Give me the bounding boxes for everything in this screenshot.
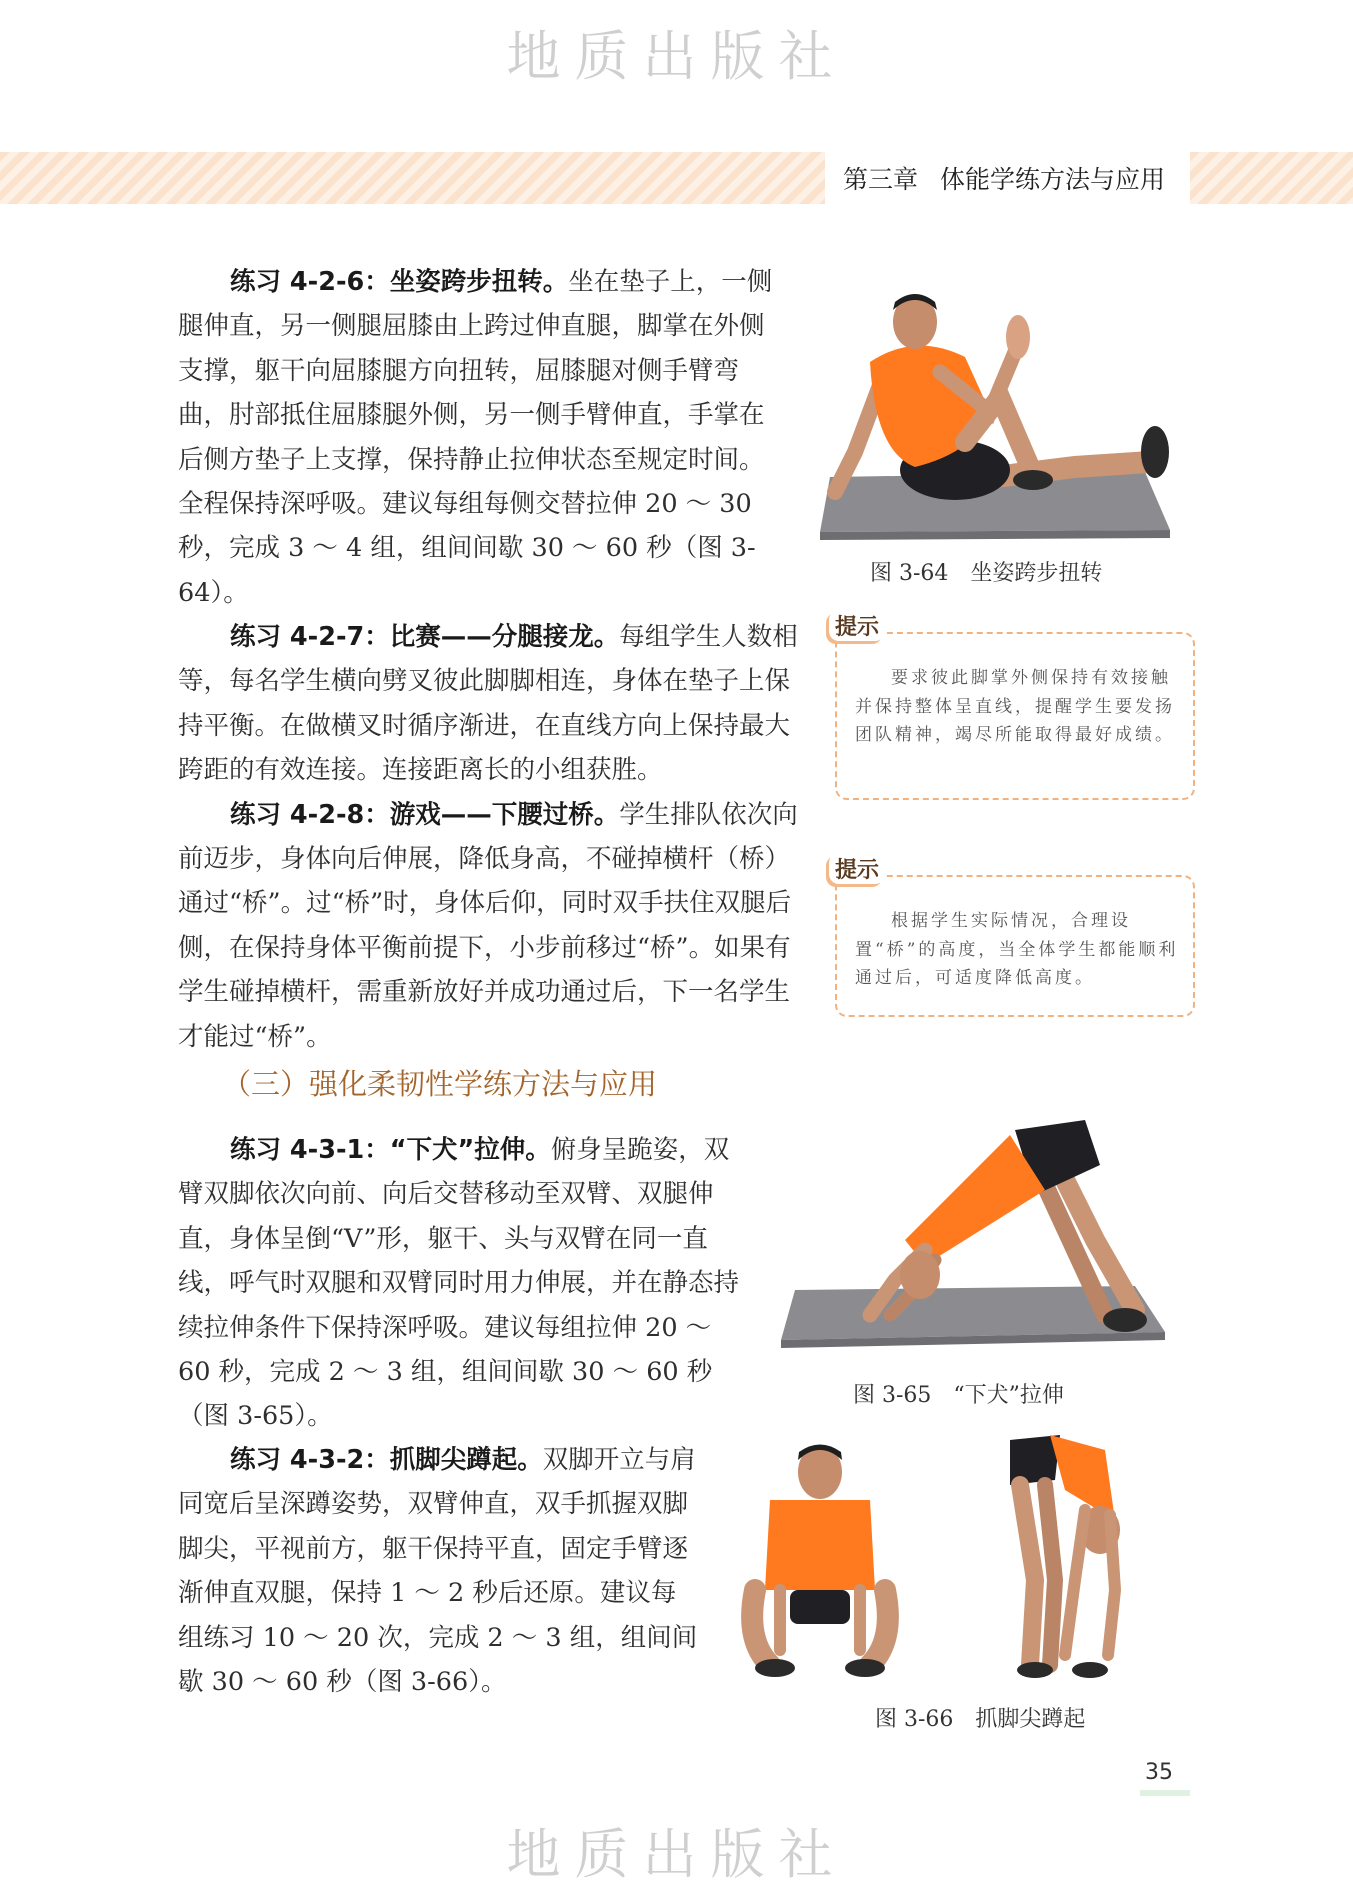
exercise-4-2-7 (178, 615, 798, 793)
page-number-bar (1140, 1790, 1190, 1796)
header-stripe-right (1190, 152, 1353, 204)
exercise-text: 每组学生人数相等，每名学生横向劈叉彼此脚脚相连，身体在垫子上保持平衡。在做横叉时循序渐进，在直线方向上保持最大跨距的有效连接。连接距离长的小组获胜。 (178, 622, 798, 786)
exercise-text: 双脚开立与肩同宽后呈深蹲姿势，双臂伸直，双手抓握双脚脚尖，平视前方，躯干保持平直，固定手臂逐渐伸直双腿，保持 1 ～ 2 秒后还原。建议每组练习 10 ～ 20 次，完成 2 ～ 3 组，组间间歇 30 ～ 60 秒（图 3-66）。 (178, 1445, 698, 1698)
tip-box-2 (835, 858, 1195, 1017)
chapter-number: 第三章 (843, 165, 919, 194)
exercise-text: 俯身呈跪姿，双臂双脚依次向前、向后交替移动至双臂、双腿伸直，身体呈倒“V”形，躯干、头与双臂在同一直线，呼气时双腿和双臂同时用力伸展，并在静态持续拉伸条件下保持深呼吸。建议每组拉伸 20 ～ 60 秒，完成 2 ～ 3 组，组间间歇 30 ～ 60 秒（图 3-65）。 (178, 1135, 740, 1432)
watermark-bottom: 地质出版社 (506, 1823, 847, 1886)
watermark-top: 地质出版社 (506, 25, 847, 88)
exercise-text: 学生排队依次向前迈步，身体向后伸展，降低身高，不碰掉横杆（桥）通过“桥”。过“桥”时，身体后仰，同时双手扶住双腿后侧，在保持身体平衡前提下，小步前移过“桥”。如果有学生碰掉横杆，需重新放好并成功通过后，下一名学生才能过“桥”。 (178, 799, 798, 1052)
tip-text: 根据学生实际情况，合理设置“桥”的高度，当全体学生都能顺利通过后，可适度降低高度。 (855, 911, 1179, 988)
figure-3-64-caption: 图 3-64 坐姿跨步扭转 (870, 561, 1103, 586)
exercise-4-2-6 (178, 260, 778, 615)
figure-3-66-photo-squat (735, 1440, 905, 1680)
exercise-4-3-1 (178, 1128, 750, 1439)
section-heading: （三）强化柔韧性学练方法与应用 (222, 1067, 658, 1101)
exercise-label: 练习 4-3-2：抓脚尖蹲起。 (230, 1445, 543, 1475)
exercise-label: 练习 4-2-6：坐姿跨步扭转。 (230, 267, 569, 297)
exercise-text: 坐在垫子上，一侧腿伸直，另一侧腿屈膝由上跨过伸直腿，脚掌在外侧支撑，躯干向屈膝腿方向扭转，屈膝腿对侧手臂弯曲，肘部抵住屈膝腿外侧，另一侧手臂伸直，手掌在后侧方垫子上支撑，保持静止拉伸状态至规定时间。全程保持深呼吸。建议每组每侧交替拉伸 20 ～ 30 秒，完成 3 ～ 4 组，组间间歇 30 ～ 60 秒（图 3-64）。 (178, 267, 773, 608)
chapter-name: 体能学练方法与应用 (940, 165, 1166, 194)
exercise-4-3-2 (178, 1438, 698, 1704)
chapter-header (0, 152, 1353, 204)
figure-3-65-caption: 图 3-65 “下犬”拉伸 (853, 1383, 1064, 1408)
page-number: 35 (1145, 1760, 1173, 1785)
tip-text: 要求彼此脚掌外侧保持有效接触并保持整体呈直线，提醒学生要发扬团队精神，竭尽所能取得最好成绩。 (855, 668, 1175, 745)
exercise-4-2-8 (178, 793, 798, 1059)
figure-3-66-caption: 图 3-66 抓脚尖蹲起 (875, 1707, 1086, 1732)
exercise-label: 练习 4-3-1：“下犬”拉伸。 (230, 1135, 551, 1165)
figure-3-65-photo (775, 1110, 1175, 1350)
chapter-title (843, 160, 1187, 196)
figure-3-64-photo (815, 292, 1175, 552)
exercise-group-4-2 (178, 615, 798, 1059)
tip-label: 提示 (829, 610, 885, 641)
exercise-label: 练习 4-2-7：比赛——分腿接龙。 (230, 622, 620, 652)
tip-box-1 (835, 615, 1195, 800)
header-stripe-left (0, 152, 825, 204)
figure-3-66-photo-stand (990, 1430, 1130, 1680)
exercise-label: 练习 4-2-8：游戏——下腰过桥。 (230, 799, 620, 830)
tip-label: 提示 (829, 853, 885, 884)
